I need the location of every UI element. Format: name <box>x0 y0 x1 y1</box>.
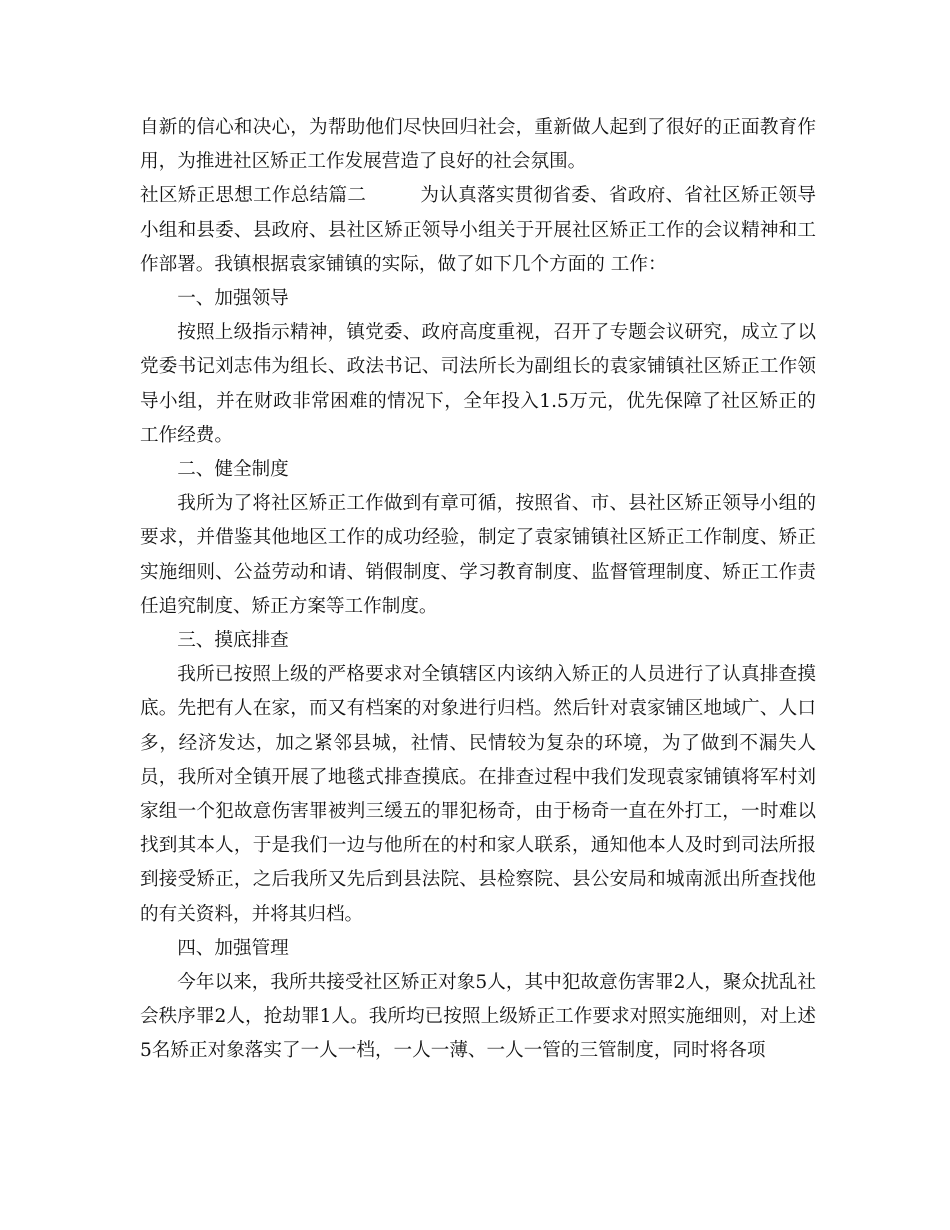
section-body-3: 我所已按照上级的严格要求对全镇辖区内该纳入矫正的人员进行了认真排查摸底。先把有人在家，而又有档案的对象进行归档。然后针对袁家铺区地域广、人口多，经济发达，加之紧邻县城，社情、民情较为复杂的环境，为了做到不漏失人员，我所对全镇开展了地毯式排查摸底。在排查过程中我们发现袁家铺镇将军村刘家组一个犯故意伤害罪被判三缓五的罪犯杨奇，由于杨奇一直在外打工，一时难以找到其本人，于是我们一边与他所在的村和家人联系，通知他本人及时到司法所报到接受矫正，之后我所又先后到县法院、县检察院、县公安局和城南派出所查找他的有关资料，并将其归档。 <box>140 664 816 925</box>
section-body-4: 今年以来，我所共接受社区矫正对象5人，其中犯故意伤害罪2人，聚众扰乱社会秩序罪2人，抢劫罪1人。我所均已按照上级矫正工作要求对照实施细则，对上述5名矫正对象落实了一人一档，一人一薄、一人一管的三管制度，同时将各项 <box>140 972 816 1062</box>
section-body-2: 我所为了将社区矫正工作做到有章可循，按照省、市、县社区矫正领导小组的要求，并借鉴其他地区工作的成功经验，制定了袁家铺镇社区矫正工作制度、矫正实施细则、公益劳动和请、销假制度、学习教育制度、监督管理制度、矫正工作责任追究制度、矫正方案等工作制度。 <box>140 493 816 617</box>
section-body-1: 按照上级指示精神，镇党委、政府高度重视，召开了专题会议研究，成立了以党委书记刘志伟为组长、政法书记、司法所长为副组长的袁家铺镇社区矫正工作领导小组，并在财政非常困难的情况下，全年投入1.5万元，优先保障了社区矫正的工作经费。 <box>140 322 816 446</box>
article-title: 社区矫正思想工作总结篇二 <box>140 185 367 207</box>
article-header-paragraph <box>140 179 816 282</box>
section-heading-3: 三、摸底排查 <box>177 630 289 652</box>
document-body <box>140 111 816 1069</box>
section-heading-4: 四、加强管理 <box>177 937 289 959</box>
section-heading-2: 二、健全制度 <box>177 459 289 481</box>
section-heading-1: 一、加强领导 <box>177 288 289 310</box>
article-intro: 为认真落实贯彻省委、省政府、省社区矫正领导小组和县委、县政府、县社区矫正领导小组关于开展社区矫正工作的会议精神和工作部署。我镇根据袁家铺镇的实际，做了如下几个方面的 工作： <box>140 185 816 275</box>
intro-continuation-paragraph: 自新的信心和决心，为帮助他们尽快回归社会，重新做人起到了很好的正面教育作用，为推进社区矫正工作发展营造了良好的社会氛围。 <box>140 117 816 173</box>
